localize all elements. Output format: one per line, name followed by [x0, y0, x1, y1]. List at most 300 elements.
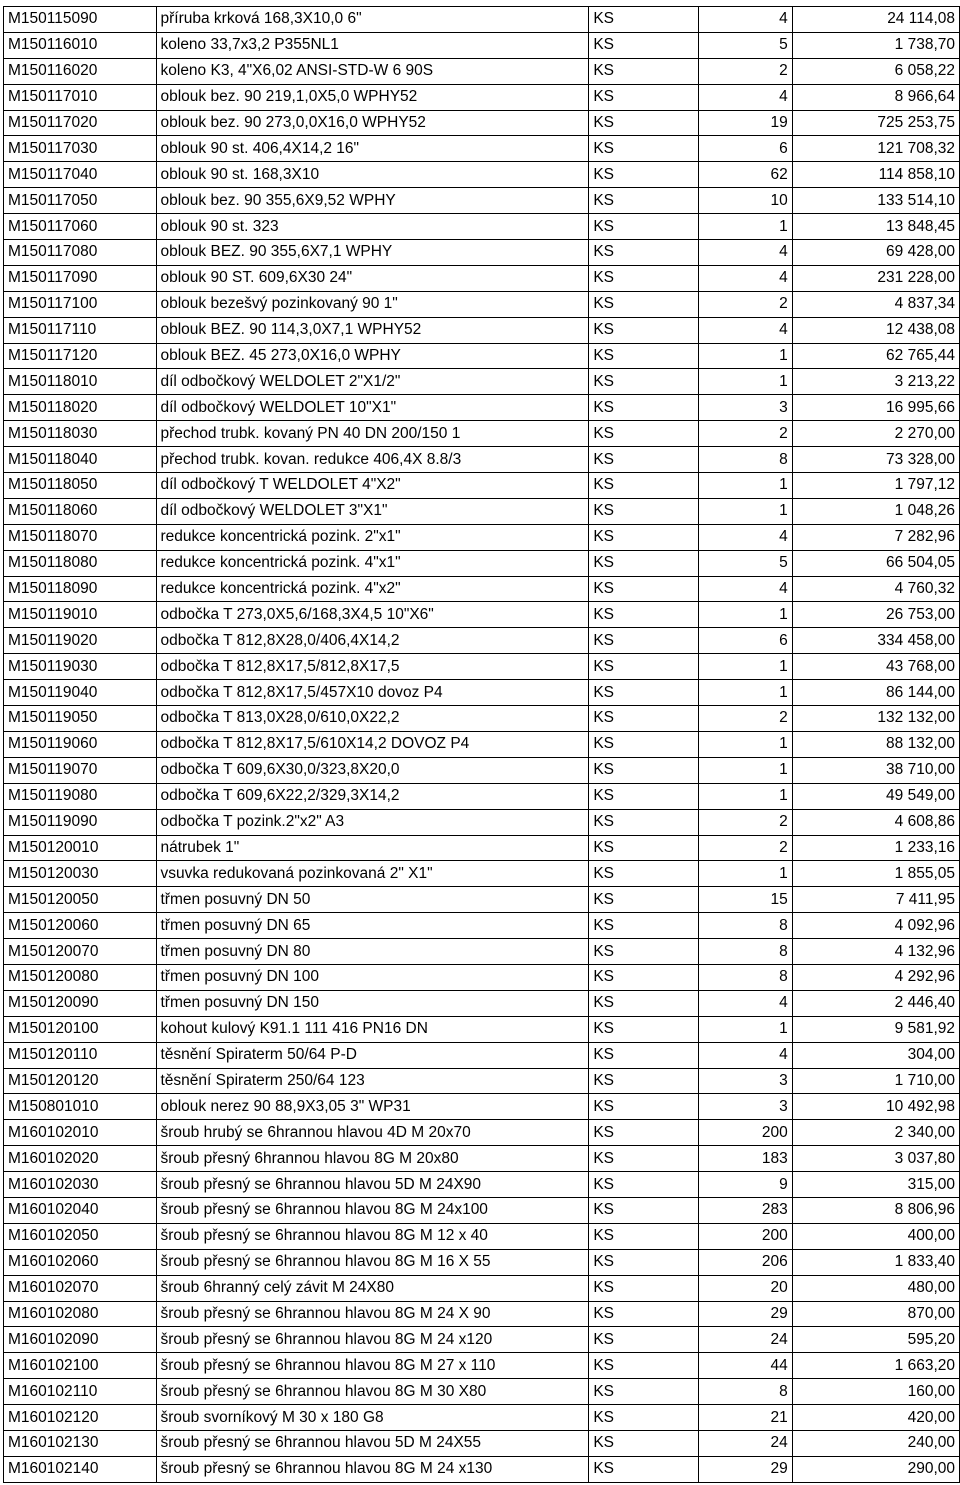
- item-code-cell: M160102060: [4, 1249, 157, 1275]
- unit-cell: KS: [589, 1456, 698, 1482]
- quantity-cell: 8: [698, 447, 792, 473]
- amount-cell: 304,00: [792, 1042, 959, 1068]
- description-cell: koleno K3, 4"X6,02 ANSI-STD-W 6 90S: [156, 58, 589, 84]
- item-code-cell: M160102030: [4, 1172, 157, 1198]
- amount-cell: 1 738,70: [792, 32, 959, 58]
- description-cell: redukce koncentrická pozink. 4"x2": [156, 576, 589, 602]
- unit-cell: KS: [589, 1094, 698, 1120]
- amount-cell: 4 608,86: [792, 809, 959, 835]
- quantity-cell: 62: [698, 162, 792, 188]
- description-cell: odbočka T 812,8X17,5/610X14,2 DOVOZ P4: [156, 731, 589, 757]
- item-code-cell: M150119030: [4, 654, 157, 680]
- item-code-cell: M160102010: [4, 1120, 157, 1146]
- unit-cell: KS: [589, 783, 698, 809]
- description-cell: oblouk 90 st. 406,4X14,2 16": [156, 136, 589, 162]
- description-cell: oblouk BEZ. 90 114,3,0X7,1 WPHY52: [156, 317, 589, 343]
- table-row: [4, 343, 960, 369]
- quantity-cell: 8: [698, 1379, 792, 1405]
- table-row: [4, 1094, 960, 1120]
- table-row: [4, 602, 960, 628]
- amount-cell: 6 058,22: [792, 58, 959, 84]
- unit-cell: KS: [589, 1146, 698, 1172]
- description-cell: třmen posuvný DN 50: [156, 887, 589, 913]
- description-cell: oblouk bez. 90 355,6X9,52 WPHY: [156, 188, 589, 214]
- unit-cell: KS: [589, 1197, 698, 1223]
- unit-cell: KS: [589, 1301, 698, 1327]
- description-cell: oblouk bez. 90 219,1,0X5,0 WPHY52: [156, 84, 589, 110]
- unit-cell: KS: [589, 473, 698, 499]
- amount-cell: 16 995,66: [792, 395, 959, 421]
- amount-cell: 1 048,26: [792, 498, 959, 524]
- table-row: [4, 214, 960, 240]
- table-row: [4, 1353, 960, 1379]
- table-row: [4, 110, 960, 136]
- item-code-cell: M160102110: [4, 1379, 157, 1405]
- quantity-cell: 1: [698, 498, 792, 524]
- quantity-cell: 4: [698, 524, 792, 550]
- description-cell: třmen posuvný DN 65: [156, 913, 589, 939]
- table-row: [4, 1223, 960, 1249]
- table-row: [4, 317, 960, 343]
- item-code-cell: M150117050: [4, 188, 157, 214]
- quantity-cell: 4: [698, 576, 792, 602]
- amount-cell: 8 966,64: [792, 84, 959, 110]
- quantity-cell: 8: [698, 964, 792, 990]
- unit-cell: KS: [589, 835, 698, 861]
- amount-cell: 290,00: [792, 1456, 959, 1482]
- amount-cell: 69 428,00: [792, 240, 959, 266]
- table-row: [4, 964, 960, 990]
- item-code-cell: M150117020: [4, 110, 157, 136]
- item-code-cell: M150120030: [4, 861, 157, 887]
- amount-cell: 4 092,96: [792, 913, 959, 939]
- quantity-cell: 4: [698, 1042, 792, 1068]
- item-code-cell: M160102140: [4, 1456, 157, 1482]
- item-code-cell: M150118010: [4, 369, 157, 395]
- unit-cell: KS: [589, 1068, 698, 1094]
- table-row: [4, 1146, 960, 1172]
- unit-cell: KS: [589, 550, 698, 576]
- quantity-cell: 1: [698, 369, 792, 395]
- table-row: [4, 473, 960, 499]
- unit-cell: KS: [589, 1353, 698, 1379]
- description-cell: třmen posuvný DN 150: [156, 990, 589, 1016]
- inventory-table-body: [4, 7, 960, 1483]
- item-code-cell: M150120090: [4, 990, 157, 1016]
- inventory-table: [3, 6, 960, 1483]
- item-code-cell: M160102130: [4, 1430, 157, 1456]
- description-cell: třmen posuvný DN 80: [156, 939, 589, 965]
- item-code-cell: M150120080: [4, 964, 157, 990]
- item-code-cell: M150117120: [4, 343, 157, 369]
- unit-cell: KS: [589, 343, 698, 369]
- table-row: [4, 1172, 960, 1198]
- amount-cell: 133 514,10: [792, 188, 959, 214]
- item-code-cell: M150118040: [4, 447, 157, 473]
- quantity-cell: 283: [698, 1197, 792, 1223]
- quantity-cell: 4: [698, 7, 792, 33]
- amount-cell: 1 663,20: [792, 1353, 959, 1379]
- table-row: [4, 809, 960, 835]
- item-code-cell: M150117010: [4, 84, 157, 110]
- item-code-cell: M150120070: [4, 939, 157, 965]
- item-code-cell: M150117030: [4, 136, 157, 162]
- item-code-cell: M150117040: [4, 162, 157, 188]
- unit-cell: KS: [589, 162, 698, 188]
- description-cell: díl odbočkový WELDOLET 2"X1/2": [156, 369, 589, 395]
- amount-cell: 62 765,44: [792, 343, 959, 369]
- description-cell: koleno 33,7x3,2 P355NL1: [156, 32, 589, 58]
- table-row: [4, 7, 960, 33]
- quantity-cell: 1: [698, 654, 792, 680]
- item-code-cell: M150116020: [4, 58, 157, 84]
- table-row: [4, 498, 960, 524]
- quantity-cell: 4: [698, 265, 792, 291]
- description-cell: oblouk 90 st. 168,3X10: [156, 162, 589, 188]
- table-row: [4, 421, 960, 447]
- amount-cell: 88 132,00: [792, 731, 959, 757]
- quantity-cell: 6: [698, 136, 792, 162]
- quantity-cell: 9: [698, 1172, 792, 1198]
- description-cell: díl odbočkový WELDOLET 3"X1": [156, 498, 589, 524]
- table-row: [4, 1120, 960, 1146]
- table-row: [4, 1430, 960, 1456]
- description-cell: díl odbočkový WELDOLET 10"X1": [156, 395, 589, 421]
- description-cell: díl odbočkový T WELDOLET 4"X2": [156, 473, 589, 499]
- item-code-cell: M150118060: [4, 498, 157, 524]
- amount-cell: 9 581,92: [792, 1016, 959, 1042]
- description-cell: šroub přesný se 6hrannou hlavou 8G M 27 x 110: [156, 1353, 589, 1379]
- table-row: [4, 265, 960, 291]
- table-row: [4, 706, 960, 732]
- unit-cell: KS: [589, 1016, 698, 1042]
- amount-cell: 160,00: [792, 1379, 959, 1405]
- table-row: [4, 524, 960, 550]
- amount-cell: 334 458,00: [792, 628, 959, 654]
- amount-cell: 121 708,32: [792, 136, 959, 162]
- unit-cell: KS: [589, 110, 698, 136]
- table-row: [4, 783, 960, 809]
- description-cell: těsnění Spiraterm 250/64 123: [156, 1068, 589, 1094]
- table-row: [4, 550, 960, 576]
- item-code-cell: M150117110: [4, 317, 157, 343]
- unit-cell: KS: [589, 964, 698, 990]
- quantity-cell: 2: [698, 809, 792, 835]
- table-row: [4, 1456, 960, 1482]
- description-cell: šroub přesný se 6hrannou hlavou 8G M 30 X80: [156, 1379, 589, 1405]
- item-code-cell: M160102070: [4, 1275, 157, 1301]
- item-code-cell: M150117100: [4, 291, 157, 317]
- quantity-cell: 3: [698, 1068, 792, 1094]
- table-row: [4, 1275, 960, 1301]
- description-cell: odbočka T 813,0X28,0/610,0X22,2: [156, 706, 589, 732]
- item-code-cell: M160102040: [4, 1197, 157, 1223]
- item-code-cell: M150801010: [4, 1094, 157, 1120]
- unit-cell: KS: [589, 240, 698, 266]
- unit-cell: KS: [589, 7, 698, 33]
- quantity-cell: 6: [698, 628, 792, 654]
- item-code-cell: M150120010: [4, 835, 157, 861]
- quantity-cell: 1: [698, 1016, 792, 1042]
- unit-cell: KS: [589, 84, 698, 110]
- quantity-cell: 1: [698, 731, 792, 757]
- amount-cell: 2 446,40: [792, 990, 959, 1016]
- description-cell: těsnění Spiraterm 50/64 P-D: [156, 1042, 589, 1068]
- description-cell: redukce koncentrická pozink. 4"x1": [156, 550, 589, 576]
- quantity-cell: 3: [698, 1094, 792, 1120]
- amount-cell: 1 710,00: [792, 1068, 959, 1094]
- quantity-cell: 10: [698, 188, 792, 214]
- amount-cell: 7 411,95: [792, 887, 959, 913]
- quantity-cell: 8: [698, 913, 792, 939]
- item-code-cell: M150117080: [4, 240, 157, 266]
- quantity-cell: 206: [698, 1249, 792, 1275]
- description-cell: odbočka T 609,6X30,0/323,8X20,0: [156, 757, 589, 783]
- quantity-cell: 24: [698, 1430, 792, 1456]
- description-cell: kohout kulový K91.1 111 416 PN16 DN: [156, 1016, 589, 1042]
- table-row: [4, 990, 960, 1016]
- item-code-cell: M150118050: [4, 473, 157, 499]
- description-cell: šroub přesný se 6hrannou hlavou 8G M 24 x130: [156, 1456, 589, 1482]
- table-row: [4, 1379, 960, 1405]
- quantity-cell: 8: [698, 939, 792, 965]
- amount-cell: 26 753,00: [792, 602, 959, 628]
- description-cell: redukce koncentrická pozink. 2"x1": [156, 524, 589, 550]
- unit-cell: KS: [589, 887, 698, 913]
- table-row: [4, 1327, 960, 1353]
- quantity-cell: 5: [698, 32, 792, 58]
- amount-cell: 66 504,05: [792, 550, 959, 576]
- amount-cell: 12 438,08: [792, 317, 959, 343]
- description-cell: šroub 6hranný celý závit M 24X80: [156, 1275, 589, 1301]
- unit-cell: KS: [589, 291, 698, 317]
- amount-cell: 240,00: [792, 1430, 959, 1456]
- table-row: [4, 1301, 960, 1327]
- table-row: [4, 84, 960, 110]
- unit-cell: KS: [589, 421, 698, 447]
- amount-cell: 315,00: [792, 1172, 959, 1198]
- item-code-cell: M150120100: [4, 1016, 157, 1042]
- unit-cell: KS: [589, 1249, 698, 1275]
- table-row: [4, 32, 960, 58]
- quantity-cell: 20: [698, 1275, 792, 1301]
- unit-cell: KS: [589, 447, 698, 473]
- table-row: [4, 291, 960, 317]
- quantity-cell: 1: [698, 861, 792, 887]
- description-cell: šroub přesný 6hrannou hlavou 8G M 20x80: [156, 1146, 589, 1172]
- amount-cell: 73 328,00: [792, 447, 959, 473]
- quantity-cell: 1: [698, 757, 792, 783]
- description-cell: šroub přesný se 6hrannou hlavou 5D M 24X55: [156, 1430, 589, 1456]
- item-code-cell: M150119060: [4, 731, 157, 757]
- quantity-cell: 15: [698, 887, 792, 913]
- amount-cell: 49 549,00: [792, 783, 959, 809]
- unit-cell: KS: [589, 498, 698, 524]
- quantity-cell: 200: [698, 1223, 792, 1249]
- description-cell: šroub přesný se 6hrannou hlavou 5D M 24X90: [156, 1172, 589, 1198]
- quantity-cell: 24: [698, 1327, 792, 1353]
- quantity-cell: 21: [698, 1405, 792, 1431]
- amount-cell: 24 114,08: [792, 7, 959, 33]
- quantity-cell: 19: [698, 110, 792, 136]
- amount-cell: 43 768,00: [792, 654, 959, 680]
- item-code-cell: M150116010: [4, 32, 157, 58]
- table-row: [4, 731, 960, 757]
- unit-cell: KS: [589, 369, 698, 395]
- item-code-cell: M150115090: [4, 7, 157, 33]
- item-code-cell: M150120050: [4, 887, 157, 913]
- table-row: [4, 136, 960, 162]
- amount-cell: 132 132,00: [792, 706, 959, 732]
- unit-cell: KS: [589, 1405, 698, 1431]
- quantity-cell: 44: [698, 1353, 792, 1379]
- unit-cell: KS: [589, 990, 698, 1016]
- unit-cell: KS: [589, 861, 698, 887]
- table-row: [4, 654, 960, 680]
- amount-cell: 86 144,00: [792, 680, 959, 706]
- amount-cell: 2 340,00: [792, 1120, 959, 1146]
- table-row: [4, 680, 960, 706]
- item-code-cell: M150117060: [4, 214, 157, 240]
- table-row: [4, 447, 960, 473]
- amount-cell: 13 848,45: [792, 214, 959, 240]
- description-cell: nátrubek 1": [156, 835, 589, 861]
- unit-cell: KS: [589, 680, 698, 706]
- item-code-cell: M150118020: [4, 395, 157, 421]
- item-code-cell: M150119070: [4, 757, 157, 783]
- quantity-cell: 5: [698, 550, 792, 576]
- item-code-cell: M150119050: [4, 706, 157, 732]
- unit-cell: KS: [589, 265, 698, 291]
- unit-cell: KS: [589, 654, 698, 680]
- description-cell: oblouk nerez 90 88,9X3,05 3" WP31: [156, 1094, 589, 1120]
- description-cell: příruba krková 168,3X10,0 6": [156, 7, 589, 33]
- amount-cell: 595,20: [792, 1327, 959, 1353]
- description-cell: šroub přesný se 6hrannou hlavou 8G M 16 X 55: [156, 1249, 589, 1275]
- unit-cell: KS: [589, 809, 698, 835]
- quantity-cell: 1: [698, 602, 792, 628]
- amount-cell: 1 797,12: [792, 473, 959, 499]
- description-cell: třmen posuvný DN 100: [156, 964, 589, 990]
- item-code-cell: M150118030: [4, 421, 157, 447]
- item-code-cell: M150117090: [4, 265, 157, 291]
- item-code-cell: M160102100: [4, 1353, 157, 1379]
- quantity-cell: 1: [698, 343, 792, 369]
- quantity-cell: 2: [698, 835, 792, 861]
- amount-cell: 400,00: [792, 1223, 959, 1249]
- description-cell: oblouk BEZ. 45 273,0X16,0 WPHY: [156, 343, 589, 369]
- unit-cell: KS: [589, 395, 698, 421]
- unit-cell: KS: [589, 1430, 698, 1456]
- table-row: [4, 162, 960, 188]
- item-code-cell: M150120110: [4, 1042, 157, 1068]
- amount-cell: 870,00: [792, 1301, 959, 1327]
- amount-cell: 7 282,96: [792, 524, 959, 550]
- description-cell: šroub hrubý se 6hrannou hlavou 4D M 20x70: [156, 1120, 589, 1146]
- unit-cell: KS: [589, 757, 698, 783]
- quantity-cell: 2: [698, 706, 792, 732]
- item-code-cell: M150120060: [4, 913, 157, 939]
- unit-cell: KS: [589, 1223, 698, 1249]
- amount-cell: 1 833,40: [792, 1249, 959, 1275]
- quantity-cell: 4: [698, 317, 792, 343]
- description-cell: oblouk 90 st. 323: [156, 214, 589, 240]
- unit-cell: KS: [589, 136, 698, 162]
- description-cell: odbočka T 812,8X17,5/457X10 dovoz P4: [156, 680, 589, 706]
- item-code-cell: M160102090: [4, 1327, 157, 1353]
- item-code-cell: M160102020: [4, 1146, 157, 1172]
- description-cell: šroub přesný se 6hrannou hlavou 8G M 24x100: [156, 1197, 589, 1223]
- unit-cell: KS: [589, 1379, 698, 1405]
- table-row: [4, 1249, 960, 1275]
- unit-cell: KS: [589, 1275, 698, 1301]
- description-cell: šroub přesný se 6hrannou hlavou 8G M 24 x120: [156, 1327, 589, 1353]
- item-code-cell: M150118080: [4, 550, 157, 576]
- amount-cell: 1 855,05: [792, 861, 959, 887]
- unit-cell: KS: [589, 58, 698, 84]
- quantity-cell: 1: [698, 214, 792, 240]
- table-row: [4, 1197, 960, 1223]
- description-cell: vsuvka redukovaná pozinkovaná 2" X1": [156, 861, 589, 887]
- item-code-cell: M160102120: [4, 1405, 157, 1431]
- unit-cell: KS: [589, 1172, 698, 1198]
- amount-cell: 38 710,00: [792, 757, 959, 783]
- quantity-cell: 1: [698, 473, 792, 499]
- quantity-cell: 183: [698, 1146, 792, 1172]
- item-code-cell: M150119090: [4, 809, 157, 835]
- table-row: [4, 188, 960, 214]
- quantity-cell: 4: [698, 84, 792, 110]
- description-cell: odbočka T 812,8X17,5/812,8X17,5: [156, 654, 589, 680]
- description-cell: odbočka T pozink.2"x2" A3: [156, 809, 589, 835]
- amount-cell: 4 132,96: [792, 939, 959, 965]
- table-row: [4, 576, 960, 602]
- amount-cell: 4 837,34: [792, 291, 959, 317]
- amount-cell: 420,00: [792, 1405, 959, 1431]
- description-cell: oblouk bez. 90 273,0,0X16,0 WPHY52: [156, 110, 589, 136]
- quantity-cell: 2: [698, 58, 792, 84]
- table-row: [4, 1068, 960, 1094]
- amount-cell: 2 270,00: [792, 421, 959, 447]
- description-cell: šroub přesný se 6hrannou hlavou 8G M 24 X 90: [156, 1301, 589, 1327]
- table-row: [4, 628, 960, 654]
- table-row: [4, 757, 960, 783]
- unit-cell: KS: [589, 731, 698, 757]
- unit-cell: KS: [589, 706, 698, 732]
- amount-cell: 3 037,80: [792, 1146, 959, 1172]
- unit-cell: KS: [589, 602, 698, 628]
- unit-cell: KS: [589, 317, 698, 343]
- item-code-cell: M160102050: [4, 1223, 157, 1249]
- unit-cell: KS: [589, 939, 698, 965]
- item-code-cell: M150119010: [4, 602, 157, 628]
- amount-cell: 4 760,32: [792, 576, 959, 602]
- quantity-cell: 2: [698, 421, 792, 447]
- amount-cell: 1 233,16: [792, 835, 959, 861]
- amount-cell: 725 253,75: [792, 110, 959, 136]
- table-row: [4, 861, 960, 887]
- amount-cell: 480,00: [792, 1275, 959, 1301]
- quantity-cell: 29: [698, 1456, 792, 1482]
- amount-cell: 10 492,98: [792, 1094, 959, 1120]
- unit-cell: KS: [589, 628, 698, 654]
- table-row: [4, 1042, 960, 1068]
- description-cell: odbočka T 273,0X5,6/168,3X4,5 10"X6": [156, 602, 589, 628]
- table-row: [4, 395, 960, 421]
- quantity-cell: 4: [698, 240, 792, 266]
- item-code-cell: M150119080: [4, 783, 157, 809]
- quantity-cell: 200: [698, 1120, 792, 1146]
